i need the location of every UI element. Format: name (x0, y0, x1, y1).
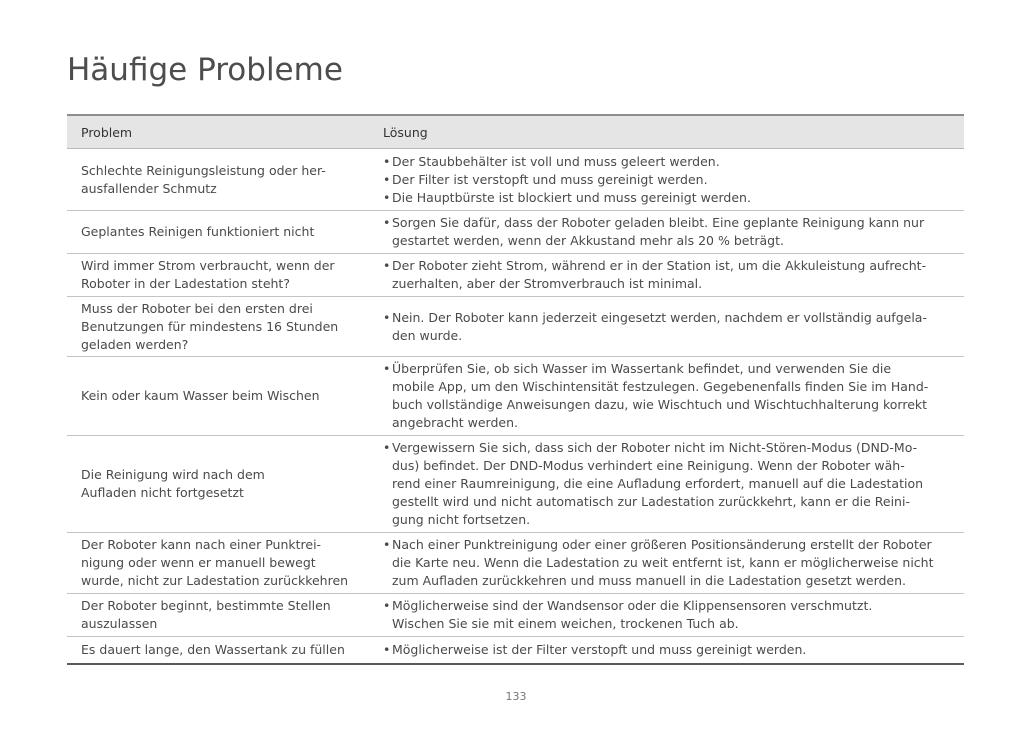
problem-line: Muss der Roboter bei den ersten drei (81, 300, 313, 316)
troubleshooting-table (67, 114, 964, 665)
bullet-dot: • (383, 598, 391, 613)
solution-line: Nein. Der Roboter kann jederzeit eingesetzt werden, nachdem er vollständig aufgela- (392, 309, 927, 325)
solution-line: Sorgen Sie dafür, dass der Roboter geladen bleibt. Eine geplante Reinigung kann nur (392, 215, 925, 230)
problem-line: Der Roboter beginnt, bestimmte Stellen (81, 598, 331, 613)
solution-cell (383, 637, 964, 663)
bullet-dot: • (383, 189, 391, 205)
solution-line: Die Hauptbürste ist blockiert und muss gereinigt werden. (392, 189, 751, 205)
solution-line: Vergewissern Sie sich, dass sich der Roboter nicht im Nicht-Stören-Modus (DND-Mo- (392, 440, 918, 455)
bullet-dot: • (383, 258, 391, 273)
solution-line: Möglicherweise ist der Filter verstopft und muss gereinigt werden. (392, 642, 807, 657)
problem-cell (67, 594, 383, 636)
problem-line: Kein oder kaum Wasser beim Wischen (81, 388, 320, 403)
problem-line: auszulassen (81, 616, 158, 631)
table-row (67, 211, 964, 254)
solution-cell (383, 436, 964, 532)
problem-line: Es dauert lange, den Wassertank zu füllen (81, 642, 345, 657)
solution-line: gestellt wird und nicht automatisch zur Ladestation zurückkehrt, kann er die Reini- (392, 494, 910, 509)
solution-line: Überprüfen Sie, ob sich Wasser im Wassertank befindet, und verwenden Sie die (392, 361, 892, 376)
solution-bullet (383, 189, 964, 207)
problem-cell (67, 436, 383, 532)
bullet-dot: • (383, 171, 391, 187)
problem-line: geladen werden? (81, 336, 189, 352)
problem-cell (67, 149, 383, 210)
solution-line: Der Staubbehälter ist voll und muss geleert werden. (392, 153, 720, 169)
solution-bullet (383, 257, 964, 293)
solution-bullet (383, 641, 964, 659)
solution-line: buch vollständige Anweisungen dazu, wie Wischtuch und Wischtuchhalterung korrekt (392, 397, 928, 412)
bullet-dot: • (383, 215, 391, 230)
page-title: Häufige Probleme (67, 52, 343, 88)
solution-bullet (383, 536, 964, 590)
table-row (67, 594, 964, 637)
solution-bullet (383, 153, 964, 171)
problem-line: Benutzungen für mindestens 16 Stunden (81, 318, 339, 334)
problem-line: nigung oder wenn er manuell bewegt (81, 555, 316, 570)
table-row (67, 357, 964, 436)
problem-line: Wird immer Strom verbraucht, wenn der (81, 258, 335, 273)
bullet-dot: • (383, 642, 391, 657)
solution-cell (383, 594, 964, 636)
header-solution: Lösung (383, 124, 428, 140)
table-row (67, 637, 964, 663)
problem-cell (67, 211, 383, 253)
solution-cell (383, 533, 964, 593)
solution-line: angebracht werden. (392, 415, 518, 430)
solution-cell (383, 211, 964, 253)
table-row (67, 436, 964, 533)
problem-line: Schlechte Reinigungsleistung oder her- (81, 162, 326, 178)
problem-cell (67, 533, 383, 593)
problem-line: Roboter in der Ladestation steht? (81, 276, 290, 291)
header-problem: Problem (81, 124, 133, 140)
solution-line: mobile App, um den Wischintensität festzulegen. Gegebenenfalls finden Sie im Hand- (392, 379, 929, 394)
solution-line: Nach einer Punktreinigung oder einer größeren Positionsänderung erstellt der Roboter (392, 537, 932, 552)
bullet-dot: • (383, 309, 391, 325)
solution-bullet (383, 439, 964, 529)
solution-line: gung nicht fortsetzen. (392, 512, 531, 527)
page-number: 133 (505, 690, 527, 703)
problem-cell (67, 297, 383, 356)
problem-line: Aufladen nicht fortgesetzt (81, 485, 244, 500)
solution-line: dus) befindet. Der DND-Modus verhindert eine Reinigung. Wenn der Roboter wäh- (392, 458, 905, 473)
solution-line: den wurde. (392, 327, 463, 343)
solution-line: gestartet werden, wenn der Akkustand mehr als 20 % beträgt. (392, 233, 784, 248)
problem-line: Geplantes Reinigen funktioniert nicht (81, 224, 315, 239)
table-row (67, 254, 964, 297)
table-row (67, 297, 964, 357)
solution-cell (383, 297, 964, 356)
solution-bullet (383, 214, 964, 250)
solution-bullet (383, 171, 964, 189)
problem-cell (67, 254, 383, 296)
problem-line: wurde, nicht zur Ladestation zurückkehren (81, 573, 349, 588)
table-header-row (67, 116, 964, 149)
solution-bullet (383, 360, 964, 432)
table-row (67, 533, 964, 594)
solution-line: Der Roboter zieht Strom, während er in der Station ist, um die Akkuleistung aufrecht- (392, 258, 927, 273)
solution-line: Wischen Sie sie mit einem weichen, trockenen Tuch ab. (392, 616, 739, 631)
solution-line: die Karte neu. Wenn die Ladestation zu weit entfernt ist, kann er möglicherweise nicht (392, 555, 934, 570)
problem-line: Die Reinigung wird nach dem (81, 467, 265, 482)
solution-bullet (383, 309, 964, 345)
table-row (67, 149, 964, 211)
bullet-dot: • (383, 153, 391, 169)
bullet-dot: • (383, 537, 391, 552)
solution-cell (383, 149, 964, 210)
solution-line: zuerhalten, aber der Stromverbrauch ist minimal. (392, 276, 703, 291)
solution-line: Möglicherweise sind der Wandsensor oder die Klippensensoren verschmutzt. (392, 598, 873, 613)
solution-line: rend einer Raumreinigung, die eine Aufladung erfordert, manuell auf die Ladestation (392, 476, 924, 491)
solution-cell (383, 357, 964, 435)
problem-cell (67, 637, 383, 663)
solution-cell (383, 254, 964, 296)
bullet-dot: • (383, 440, 391, 455)
problem-line: Der Roboter kann nach einer Punktrei- (81, 537, 322, 552)
solution-bullet (383, 597, 964, 633)
solution-line: zum Aufladen zurückkehren und muss manuell in die Ladestation gesetzt werden. (392, 573, 907, 588)
bullet-dot: • (383, 361, 391, 376)
problem-cell (67, 357, 383, 435)
problem-line: ausfallender Schmutz (81, 180, 217, 196)
solution-line: Der Filter ist verstopft und muss gereinigt werden. (392, 171, 708, 187)
